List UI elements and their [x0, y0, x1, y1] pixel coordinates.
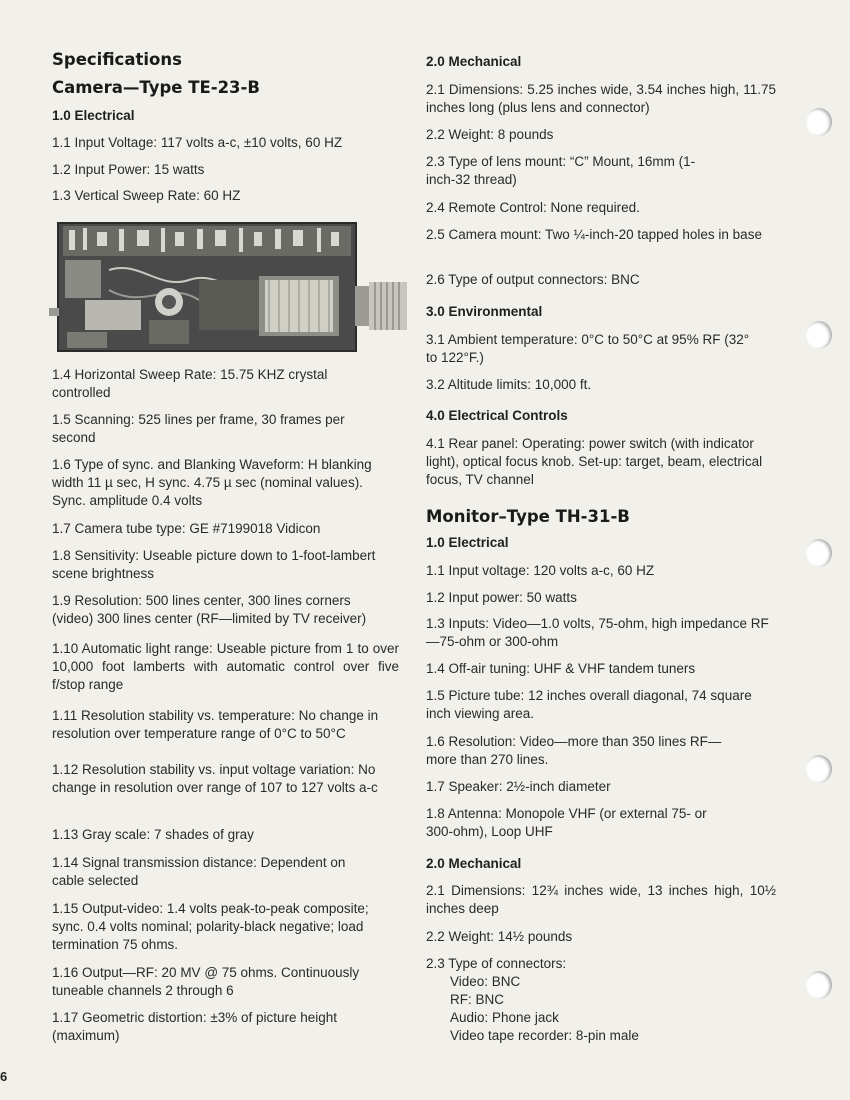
spec-item: 1.8 Antenna: Monopole VHF (or external 75- or 300-ohm), Loop UHF	[426, 806, 707, 839]
spec-item: 1.7 Camera tube type: GE #7199018 Vidicon	[52, 521, 321, 536]
monitor-mechanical-heading: 2.0 Mechanical	[426, 856, 522, 871]
spec-item: 3.1 Ambient temperature: 0°C to 50°C at 95% RF (32° to 122°F.)	[426, 332, 750, 365]
connector-item: Video: BNC	[450, 974, 521, 989]
camera-environmental-heading: 3.0 Environmental	[426, 304, 543, 319]
spec-item: 1.12 Resolution stability vs. input voltage variation: No change in resolution over range of 107 to 127 volts a-c	[52, 762, 378, 795]
spec-item: 1.7 Speaker: 2½-inch diameter	[426, 779, 611, 794]
binder-hole	[806, 108, 832, 136]
camera-title: Camera—Type TE-23-B	[52, 78, 260, 97]
connector-item: Audio: Phone jack	[450, 1010, 559, 1025]
binder-hole	[806, 321, 832, 349]
spec-item: 2.3 Type of connectors:	[426, 956, 567, 971]
spec-item: 1.6 Resolution: Video—more than 350 lines RF—more than 270 lines.	[426, 734, 722, 767]
spec-item: 1.3 Vertical Sweep Rate: 60 HZ	[52, 188, 241, 203]
camera-mechanical-heading: 2.0 Mechanical	[426, 54, 522, 69]
spec-item: 1.15 Output-video: 1.4 volts peak-to-peak composite; sync. 0.4 volts nominal; polarity-black negative; load termination 75 ohms.	[52, 901, 369, 952]
connector-item: RF: BNC	[450, 992, 504, 1007]
spec-item: 1.11 Resolution stability vs. temperature: No change in resolution over temperature range of 0°C to 50°C	[52, 708, 379, 741]
binder-hole	[806, 539, 832, 567]
spec-item: 1.16 Output—RF: 20 MV @ 75 ohms. Continuously tuneable channels 2 through 6	[52, 965, 360, 998]
connector-item: Video tape recorder: 8-pin male	[450, 1028, 639, 1043]
spec-item: 2.2 Weight: 14½ pounds	[426, 929, 573, 944]
binder-hole	[806, 971, 832, 999]
spec-item: 1.3 Inputs: Video—1.0 volts, 75-ohm, high impedance RF—75-ohm or 300-ohm	[426, 616, 769, 649]
spec-item: 4.1 Rear panel: Operating: power switch (with indicator light), optical focus knob. Set-up: target, beam, electrical focus, TV channel	[426, 436, 763, 487]
spec-item: 1.2 Input power: 50 watts	[426, 590, 577, 605]
spec-item: 1.1 Input voltage: 120 volts a-c, 60 HZ	[426, 563, 655, 578]
spec-item: 2.4 Remote Control: None required.	[426, 200, 640, 215]
camera-interior-photo	[49, 220, 409, 356]
spec-item: 1.5 Scanning: 525 lines per frame, 30 frames per second	[52, 412, 345, 445]
spec-item: 2.6 Type of output connectors: BNC	[426, 272, 640, 287]
spec-item: 2.1 Dimensions: 12¾ inches wide, 13 inches high, 10½ inches deep	[426, 883, 776, 916]
spec-item: 1.8 Sensitivity: Useable picture down to 1-foot-lambert scene brightness	[52, 548, 376, 581]
spec-item: 2.1 Dimensions: 5.25 inches wide, 3.54 inches high, 11.75 inches long (plus lens and connector)	[426, 82, 776, 115]
spec-item: 2.3 Type of lens mount: “C” Mount, 16mm (1-inch-32 thread)	[426, 154, 696, 187]
monitor-electrical-heading: 1.0 Electrical	[426, 535, 509, 550]
binder-hole	[806, 755, 832, 783]
camera-electrical-heading: 1.0 Electrical	[52, 108, 135, 123]
camera-controls-heading: 4.0 Electrical Controls	[426, 408, 568, 423]
monitor-title: Monitor–Type TH-31-B	[426, 507, 630, 526]
page-number: 6	[0, 1069, 8, 1084]
specifications-title: Specifications	[52, 50, 182, 69]
spec-item: 1.4 Off-air tuning: UHF & VHF tandem tuners	[426, 661, 696, 676]
spec-item: 1.9 Resolution: 500 lines center, 300 lines corners (video) 300 lines center (RF—limited by TV receiver)	[52, 593, 367, 626]
spec-item: 2.5 Camera mount: Two ¼-inch-20 tapped holes in base	[426, 227, 762, 242]
spec-item: 1.10 Automatic light range: Useable picture from 1 to over 10,000 foot lamberts with automatic control over five f/stop range	[52, 641, 399, 692]
spec-item: 1.13 Gray scale: 7 shades of gray	[52, 827, 254, 842]
spec-item: 1.1 Input Voltage: 117 volts a-c, ±10 volts, 60 HZ	[52, 135, 343, 150]
spec-item: 3.2 Altitude limits: 10,000 ft.	[426, 377, 592, 392]
spec-item: 1.6 Type of sync. and Blanking Waveform: H blanking width 11 µ sec, H sync. 4.75 µ sec (nominal values). Sync. amplitude 0.4 volts	[52, 457, 372, 508]
spec-item: 1.5 Picture tube: 12 inches overall diagonal, 74 square inch viewing area.	[426, 688, 752, 721]
spec-item: 1.17 Geometric distortion: ±3% of picture height (maximum)	[52, 1010, 338, 1043]
spec-item: 1.2 Input Power: 15 watts	[52, 162, 205, 177]
spec-item: 2.2 Weight: 8 pounds	[426, 127, 554, 142]
spec-item: 1.4 Horizontal Sweep Rate: 15.75 KHZ crystal controlled	[52, 367, 328, 400]
spec-item: 1.14 Signal transmission distance: Dependent on cable selected	[52, 855, 346, 888]
